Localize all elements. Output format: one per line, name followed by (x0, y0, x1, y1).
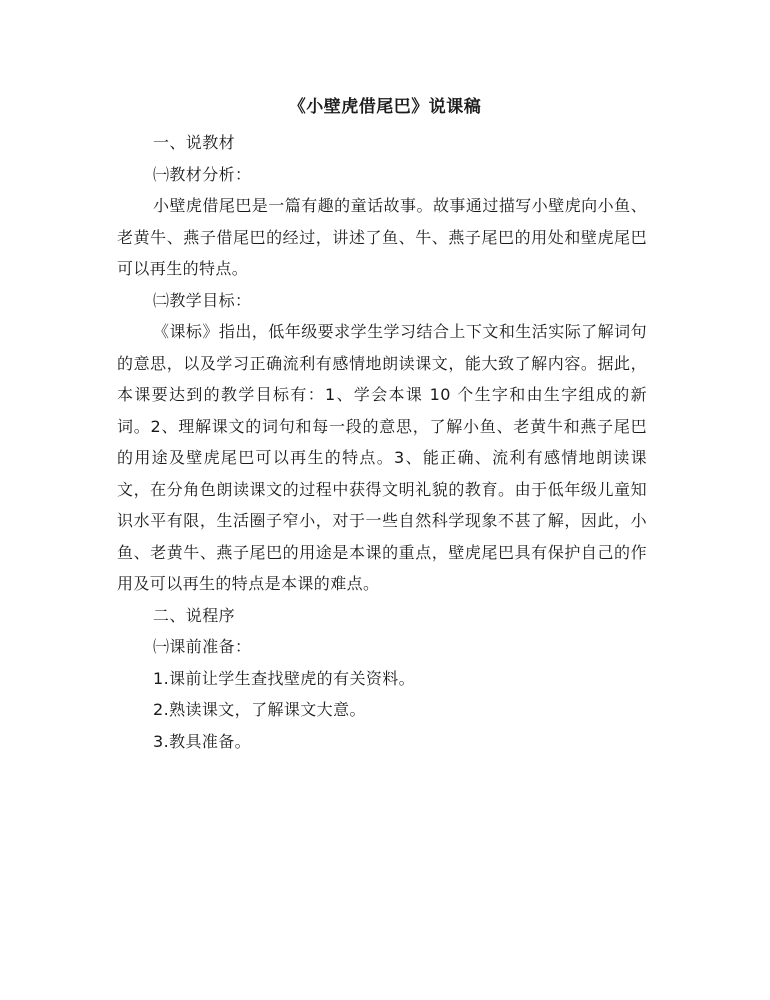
subheading-preparation: ㈠课前准备： (153, 637, 252, 656)
subheading-textbook-analysis: ㈠教材分析： (153, 164, 252, 184)
list-item: 3.教具准备。 (153, 731, 252, 751)
list-item: 2.熟读课文，了解课文大意。 (153, 700, 366, 719)
subheading-teaching-goals: ㈡教学目标： (153, 290, 252, 310)
document-body (117, 127, 647, 757)
section-heading-textbook: 一、说教材 (153, 133, 236, 152)
list-item: 1.课前让学生查找壁虎的有关资料。 (153, 668, 416, 688)
paragraph-textbook-analysis: 小壁虎借尾巴是一篇有趣的童话故事。故事通过描写小壁虎向小鱼、老黄牛、燕子借尾巴的经过，讲述了鱼、牛、燕子尾巴的用处和壁虎尾巴可以再生的特点。 (117, 196, 647, 278)
paragraph-teaching-goals: 《课标》指出，低年级要求学生学习结合上下文和生活实际了解词句的意思，以及学习正确流利有感情地朗读课文，能大致了解内容。据此，本课要达到的教学目标有：1、学会本课 10 个生字和由生字组成的新词。2、理解课文的词句和每一段的意思，了解小鱼、老黄牛和燕子尾巴的用途及壁虎尾巴可以再生的特点。3、能正确、流利有感情地朗读课文，在分角色朗读课文的过程中获得文明礼貌的教育。由于低年级儿童知识水平有限，生活圈子窄小，对于一些自然科学现象不甚了解，因此，小鱼、老黄牛、燕子尾巴的用途是本课的重点，壁虎尾巴具有保护自己的作用及可以再生的特点是本课的难点。 (117, 322, 647, 593)
section-heading-procedure: 二、说程序 (153, 605, 236, 625)
document-title: 《小壁虎借尾巴》说课稿 (288, 97, 482, 117)
